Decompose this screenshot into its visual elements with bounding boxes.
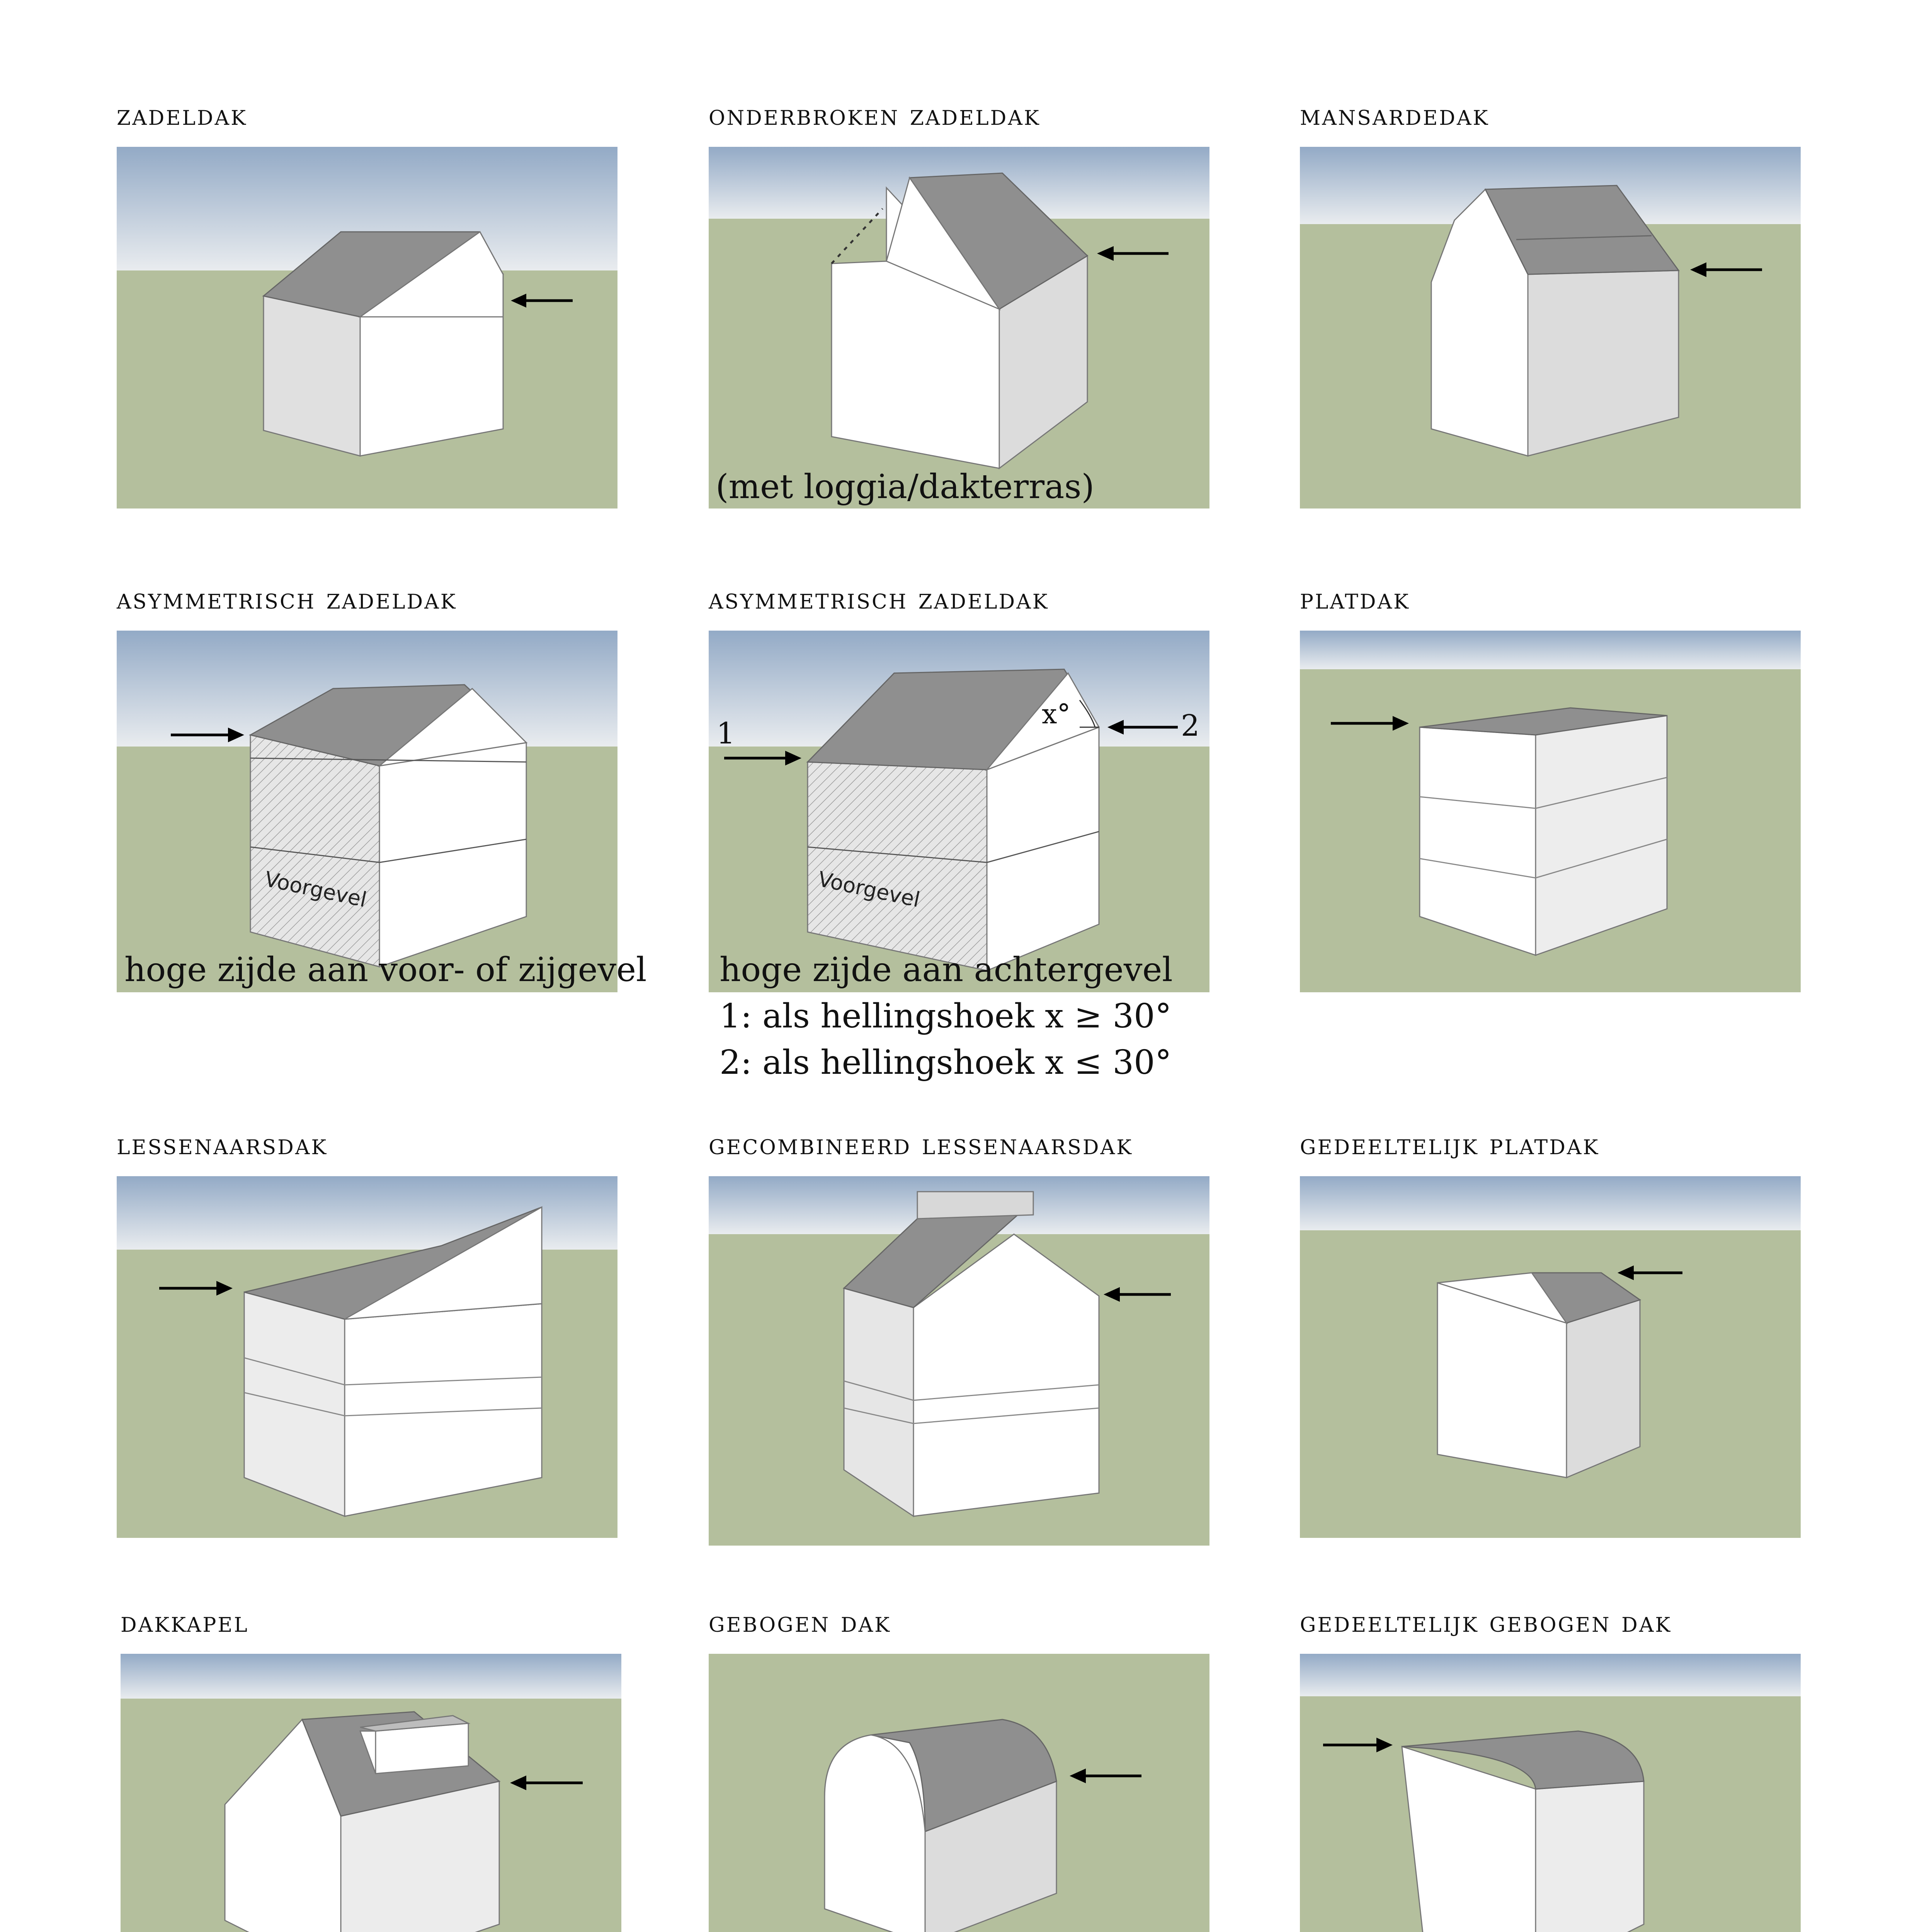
house — [1402, 1731, 1644, 1932]
panel-onderbroken-zadeldak — [709, 147, 1209, 509]
number-1-label: 1 — [716, 716, 735, 750]
voorgevel-label: Voorgevel — [816, 867, 922, 912]
panel-asymmetrisch-zadeldak-achtergevel — [709, 631, 1209, 992]
panel-platdak — [1300, 631, 1801, 992]
panel-gebogen-dak — [709, 1654, 1209, 1932]
panel-mansardedak — [1300, 147, 1801, 509]
panel-gecombineerd-lessenaarsdak — [709, 1176, 1209, 1546]
asymmetrisch-zadeldak-illustration — [709, 631, 1209, 992]
zadeldak-illustration — [117, 147, 617, 509]
panel-note: 1: als hellingshoek x ≥ 30° — [720, 997, 1172, 1036]
panel-gedeeltelijk-platdak — [1300, 1176, 1801, 1538]
panel-title: gecombineerd lessenaarsdak — [709, 1128, 1133, 1161]
panel-title: onderbroken zadeldak — [709, 99, 1041, 132]
number-2-label: 2 — [1181, 708, 1200, 743]
gebogen-dak-illustration — [709, 1654, 1209, 1932]
panel-note: (met loggia/dakterras) — [716, 468, 1095, 506]
house — [1437, 1273, 1640, 1478]
panel-title: platdak — [1300, 582, 1410, 616]
angle-label: x° — [1042, 698, 1071, 730]
house — [1431, 185, 1679, 456]
panel-title: zadeldak — [117, 99, 247, 132]
panel-lessenaarsdak — [117, 1176, 617, 1538]
panel-title: asymmetrisch zadeldak — [709, 582, 1049, 616]
panel-dakkapel — [121, 1654, 621, 1932]
panel-note: hoge zijde aan voor- of zijgevel — [124, 951, 647, 989]
gecombineerd-lessenaarsdak-illustration — [709, 1176, 1209, 1546]
panel-gedeeltelijk-gebogen-dak — [1300, 1654, 1801, 1932]
house — [825, 1719, 1056, 1932]
panel-title: asymmetrisch zadeldak — [117, 582, 457, 616]
panel-note: 2: als hellingshoek x ≤ 30° — [720, 1043, 1172, 1082]
panel-title: mansardedak — [1300, 99, 1490, 132]
gedeeltelijk-platdak-illustration — [1300, 1176, 1801, 1538]
onderbroken-zadeldak-illustration — [709, 147, 1209, 509]
mansardedak-illustration — [1300, 147, 1801, 509]
gedeeltelijk-gebogen-dak-illustration — [1300, 1654, 1801, 1932]
panel-note: hoge zijde aan achtergevel — [720, 951, 1173, 989]
panel-title: lessenaarsdak — [117, 1128, 328, 1161]
platdak-illustration — [1300, 631, 1801, 992]
panel-title: gebogen dak — [709, 1605, 891, 1639]
panel-title: dakkapel — [121, 1605, 249, 1639]
asymmetrisch-zadeldak-illustration — [117, 631, 617, 992]
house — [1420, 708, 1667, 955]
house — [250, 685, 526, 967]
lessenaarsdak-illustration — [117, 1176, 617, 1538]
panel-title: gedeeltelijk platdak — [1300, 1128, 1600, 1161]
house — [264, 232, 503, 456]
dakkapel-illustration — [121, 1654, 621, 1932]
panel-asymmetrisch-zadeldak-voorgevel — [117, 631, 617, 992]
panel-zadeldak — [117, 147, 617, 509]
voorgevel-label: Voorgevel — [262, 867, 369, 912]
panel-title: gedeeltelijk gebogen dak — [1300, 1605, 1672, 1639]
